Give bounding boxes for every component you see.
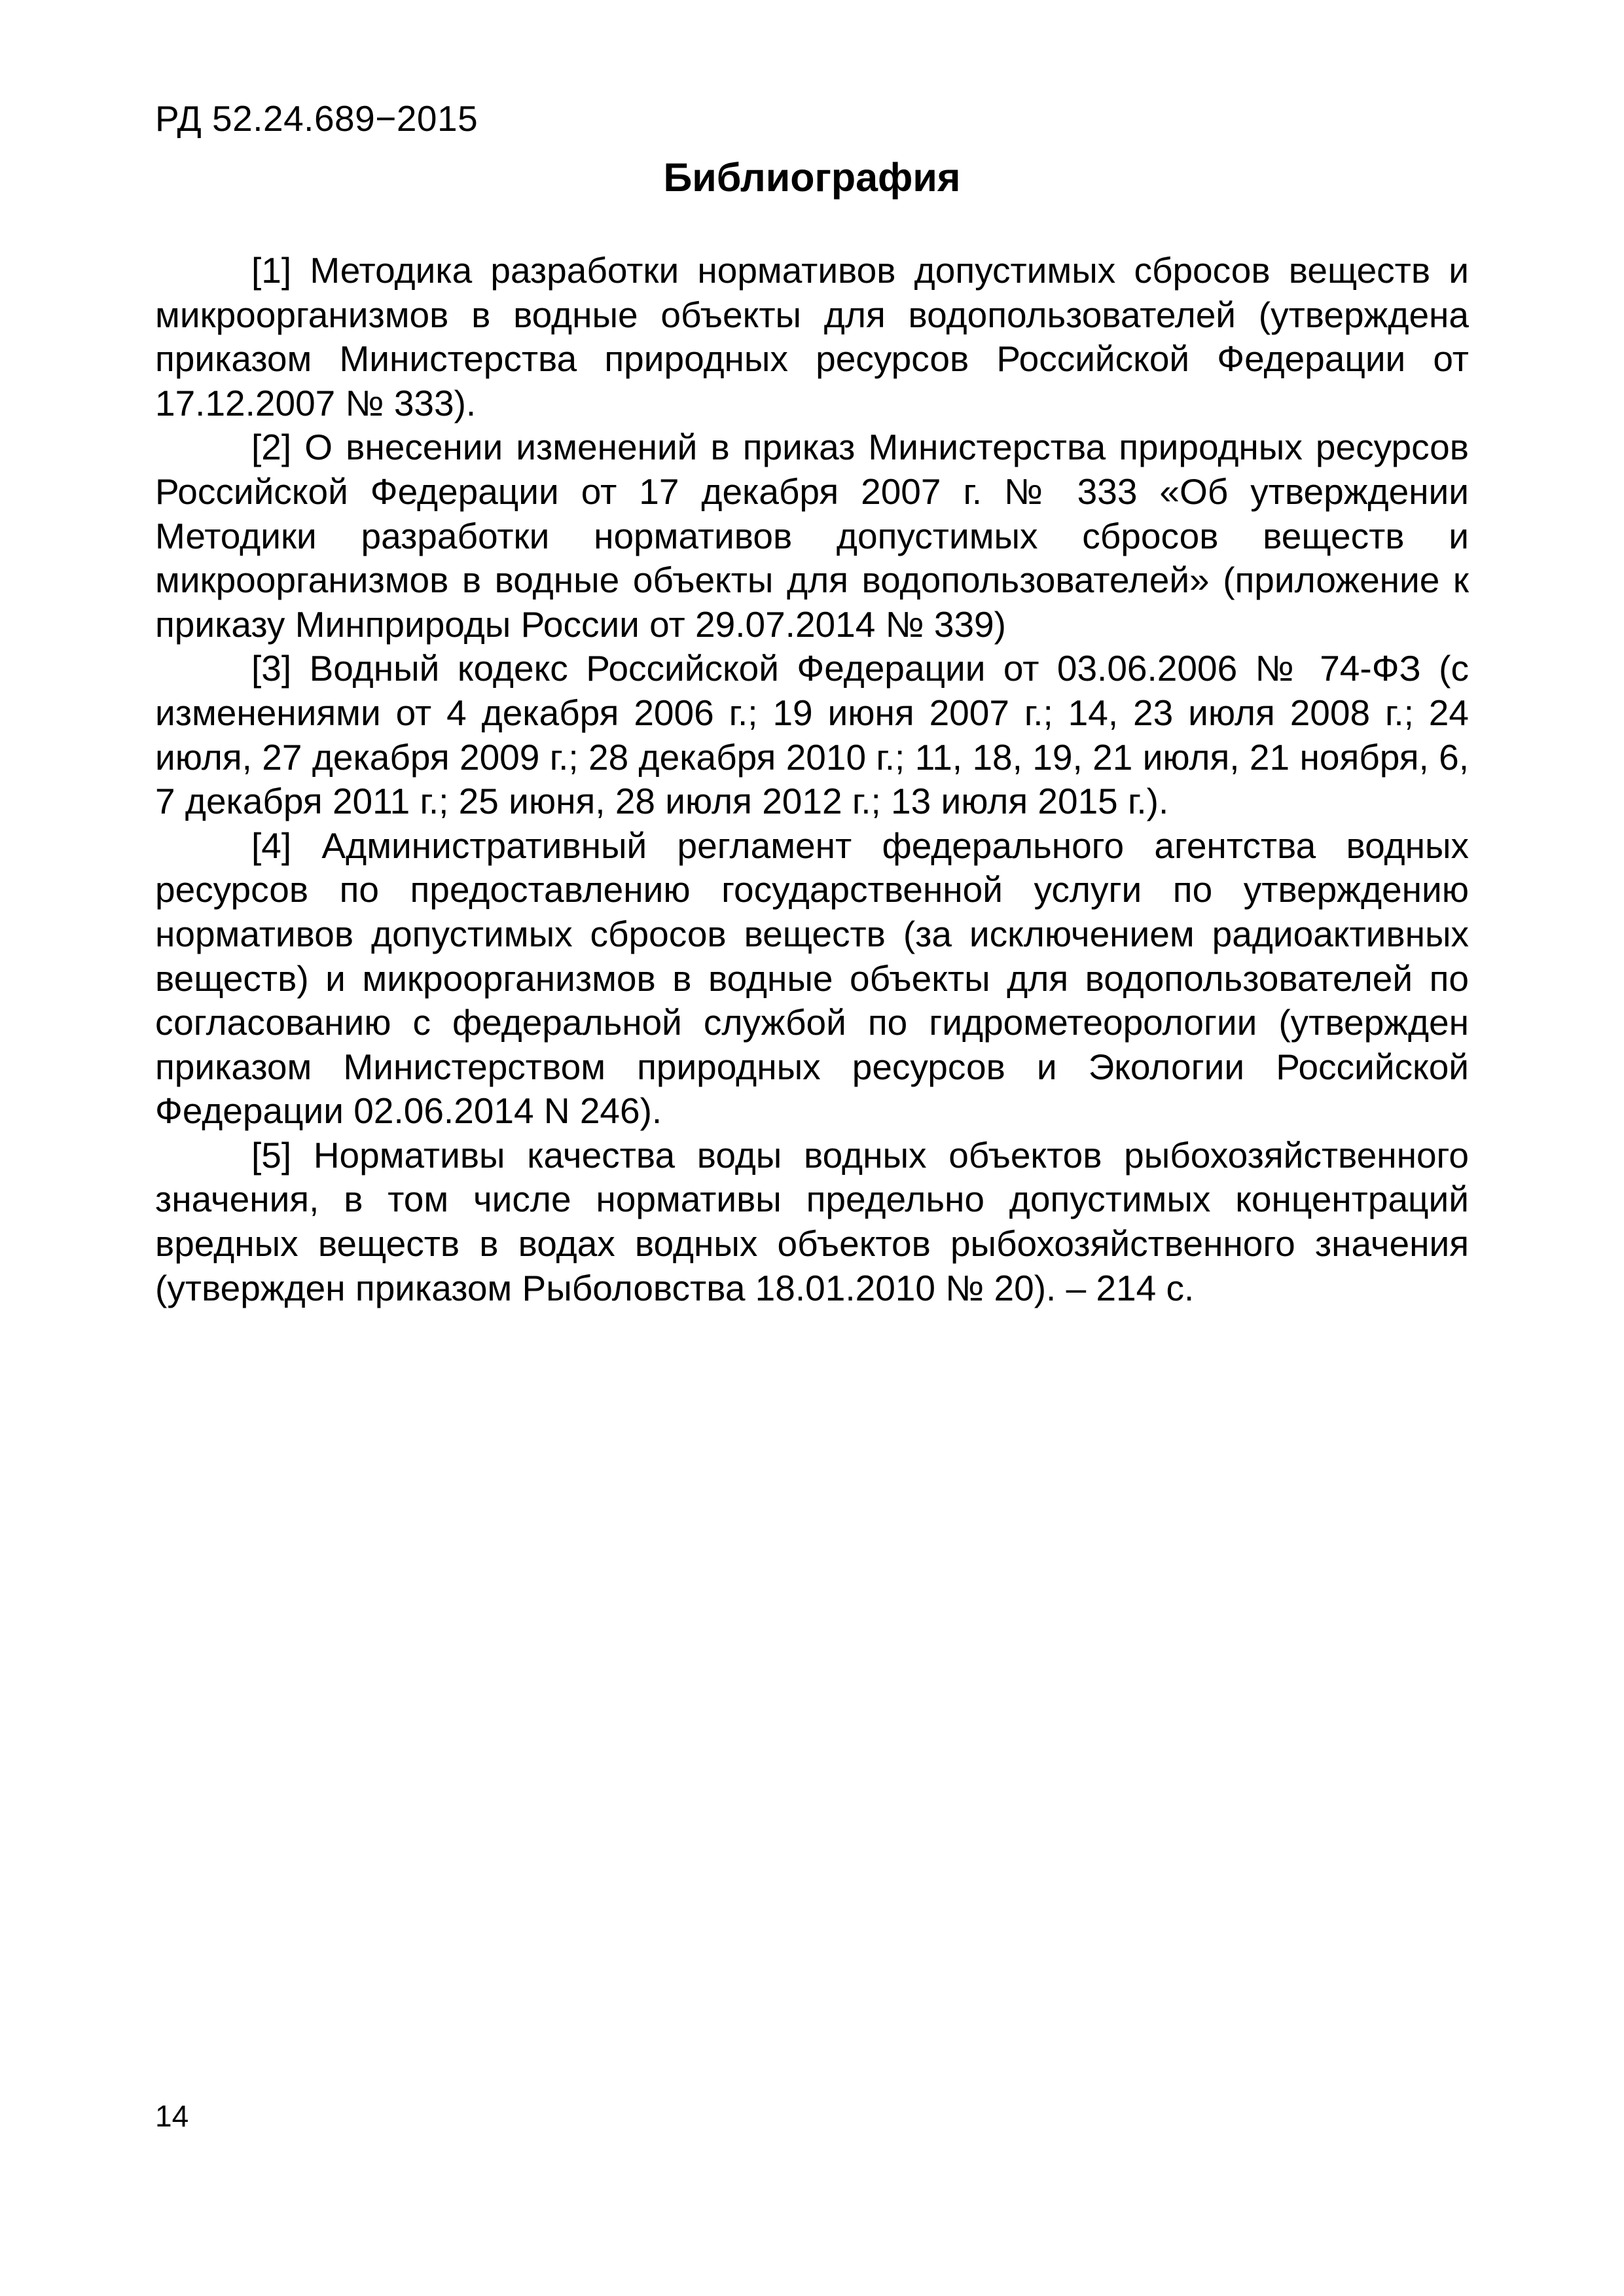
bibliography-entry-4: [4] Административный регламент федерального агентства водных ресурсов по предоставлению государственной услуги по утверждению нормативов допустимых сбросов веществ (за исключением радиоактивных веществ) и микроорганизмов в водные объекты для водопользователей по согласованию с федеральной службой по гидрометеорологии (утвержден приказом Министерством природных ресурсов и Экологии Российской Федерации 02.06.2014 N 246). (155, 825, 1469, 1132)
bibliography-entry-2: [2] О внесении изменений в приказ Министерства природных ресурсов Российской Федерации от 17 декабря 2007 г. № 333 «Об утверждении Методики разработки нормативов допустимых сбросов веществ и микроорганизмов в водные объекты для водопользователей» (приложение к приказу Минприроды России от 29.07.2014 № 339) (155, 427, 1469, 645)
bibliography-list (155, 249, 1469, 1310)
bibliography-entry-5: [5] Нормативы качества воды водных объектов рыбохозяйственного значения, в том числе нормативы предельно допустимых концентраций вредных веществ в водах водных объектов рыбохозяйственного значения (утвержден приказом Рыболовства 18.01.2010 № 20). – 214 с. (155, 1134, 1469, 1308)
bibliography-entry-3: [3] Водный кодекс Российской Федерации от 03.06.2006 № 74-ФЗ (с изменениями от 4 декабря 2006 г.; 19 июня 2007 г.; 14, 23 июля 2008 г.; 24 июля, 27 декабря 2009 г.; 28 декабря 2010 г.; 11, 18, 19, 21 июля, 21 ноября, 6, 7 декабря 2011 г.; 25 июня, 28 июля 2012 г.; 13 июля 2015 г.). (155, 648, 1469, 822)
bibliography-entry-1: [1] Методика разработки нормативов допустимых сбросов веществ и микроорганизмов в водные объекты для водопользователей (утверждена приказом Министерства природных ресурсов Российской Федерации от 17.12.2007 № 333). (155, 250, 1469, 423)
bibliography-heading: Библиография (663, 155, 961, 200)
page-number: 14 (155, 2099, 189, 2133)
document-code-header: РД 52.24.689−2015 (155, 98, 478, 139)
